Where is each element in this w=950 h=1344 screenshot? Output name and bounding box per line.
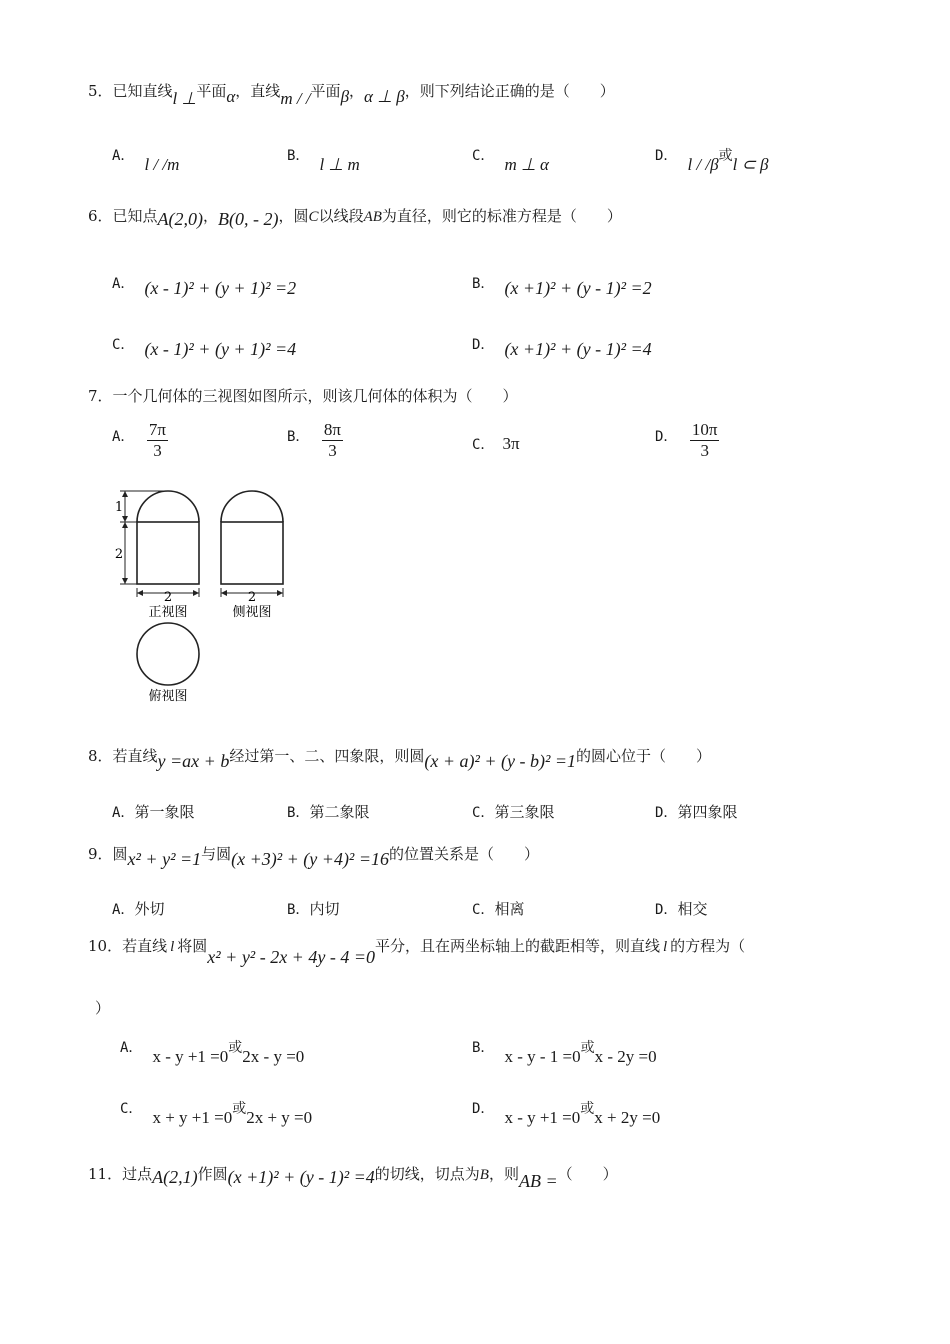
q5-text: ，直线 <box>235 82 281 100</box>
q10-option-c[interactable] <box>120 1098 313 1127</box>
option-label: C． <box>472 148 495 164</box>
q7-option-b[interactable] <box>287 420 343 462</box>
q5-option-c[interactable] <box>472 145 549 174</box>
q10-text: 10．若直线 <box>88 937 168 955</box>
fraction-numerator: 7π <box>147 420 168 441</box>
front-view-semicircle <box>137 491 199 522</box>
q9-option-d[interactable] <box>655 898 707 919</box>
option-math: x - 2y =0 <box>594 1047 657 1066</box>
option-label: D． <box>655 805 678 821</box>
option-math: 3π <box>502 434 520 453</box>
fraction-numerator: 10π <box>690 420 720 441</box>
q6-math-ab: AB <box>363 209 382 225</box>
option-label: B． <box>287 805 310 821</box>
q5-math-alpha-perp-beta: α ⊥ β <box>364 87 405 106</box>
fraction-numerator: 8π <box>322 420 343 441</box>
option-label: C． <box>472 437 495 453</box>
dim-label-top: 1 <box>114 500 124 515</box>
option-text: 第三象限 <box>494 803 555 821</box>
option-label: B． <box>287 148 310 164</box>
q6-text: ，圆 <box>278 207 309 225</box>
side-view-label: 侧视图 <box>232 605 272 620</box>
option-math: 2x - y =0 <box>242 1047 305 1066</box>
q9-option-c[interactable] <box>472 898 524 919</box>
q5-math-beta: β <box>340 87 350 106</box>
side-view-rectangle <box>221 522 283 584</box>
option-label: D． <box>655 428 678 445</box>
q5-math-parallel: m / / <box>280 89 311 108</box>
q5-text: 5．已知直线 <box>88 82 173 100</box>
q8-math-line: y =ax + b <box>157 751 230 771</box>
q5-text: ， <box>349 82 365 100</box>
option-math: l / /m <box>144 155 180 174</box>
option-label: D． <box>472 1101 495 1117</box>
option-text: 第四象限 <box>677 803 738 821</box>
option-label: A． <box>112 148 135 164</box>
q8-option-a[interactable] <box>112 801 194 822</box>
q10-math-l: l <box>170 939 175 955</box>
q6-text: 6．已知点 <box>88 207 158 225</box>
q11-text: ，则 <box>488 1165 519 1183</box>
option-fraction <box>147 420 168 462</box>
q9-math-circle-1: x² + y² =1 <box>127 849 202 869</box>
dim-label-front-width: 2 <box>163 590 173 605</box>
option-math: x - y +1 =0 <box>504 1108 581 1127</box>
q8-text: 8．若直线 <box>88 747 158 765</box>
option-label: A． <box>112 805 135 821</box>
option-label: C． <box>472 902 495 918</box>
q8-text: 经过第一、二、四象限，则圆 <box>229 747 425 765</box>
q8-option-d[interactable] <box>655 801 737 822</box>
top-view-label: 俯视图 <box>148 689 188 704</box>
option-label: B． <box>472 1040 495 1056</box>
q5-math-alpha: α <box>226 87 236 106</box>
q9-text: 与圆 <box>201 845 232 863</box>
fraction-denominator: 3 <box>328 441 337 461</box>
q11-text: 11．过点 <box>88 1165 153 1183</box>
option-math: l / /β <box>687 155 719 174</box>
q6-text: ， <box>203 207 219 225</box>
option-text: 内切 <box>309 900 340 918</box>
option-text: 或 <box>228 1040 243 1056</box>
top-view-circle <box>137 623 199 685</box>
option-label: B． <box>472 276 495 292</box>
option-math: x + 2y =0 <box>594 1108 661 1127</box>
question-9-stem <box>88 843 539 869</box>
q10-math-circle: x² + y² - 2x + 4y - 4 =0 <box>207 947 375 967</box>
fraction-denominator: 3 <box>700 441 709 461</box>
q8-option-c[interactable] <box>472 801 554 822</box>
option-fraction <box>690 420 720 462</box>
question-7-stem: 7．一个几何体的三视图如图所示，则该几何体的体积为（ ） <box>88 387 518 405</box>
q6-option-d[interactable] <box>472 333 652 359</box>
q11-text: 的切线，切点为 <box>374 1165 480 1183</box>
q7-option-a[interactable] <box>112 420 168 462</box>
front-view-label: 正视图 <box>148 605 188 620</box>
q9-option-b[interactable] <box>287 898 339 919</box>
option-label: D． <box>472 337 495 353</box>
q10-text: 的方程为（ <box>670 937 746 955</box>
q6-text: 为直径，则它的标准方程是（ ） <box>381 207 622 225</box>
q6-option-c[interactable] <box>112 333 297 359</box>
option-label: B． <box>287 428 310 445</box>
q6-math-c: C <box>308 209 319 225</box>
question-6-stem <box>88 205 622 229</box>
option-text: 相离 <box>494 900 525 918</box>
side-view-semicircle <box>221 491 283 522</box>
front-view-rectangle <box>137 522 199 584</box>
q11-math-circle: (x +1)² + (y - 1)² =4 <box>227 1167 375 1187</box>
q11-math-point: A(2,1) <box>152 1167 198 1187</box>
q7-option-d[interactable] <box>655 420 719 462</box>
option-fraction <box>322 420 343 462</box>
q10-option-a[interactable] <box>120 1037 305 1066</box>
option-text: 第二象限 <box>309 803 370 821</box>
option-text: 或 <box>580 1040 595 1056</box>
option-math: (x - 1)² + (y + 1)² =4 <box>144 339 297 359</box>
option-math: l ⊥ m <box>319 155 360 174</box>
option-math: x + y +1 =0 <box>152 1108 233 1127</box>
option-label: A． <box>112 276 135 292</box>
option-text: 外切 <box>134 900 165 918</box>
option-math: l ⊂ β <box>732 155 769 174</box>
q10-math-l: l <box>662 939 668 955</box>
q8-math-circle: (x + a)² + (y - b)² =1 <box>424 751 577 771</box>
q9-math-circle-2: (x +3)² + (y +4)² =16 <box>231 849 389 869</box>
option-math: x - y +1 =0 <box>152 1047 229 1066</box>
option-label: A． <box>120 1040 143 1056</box>
q6-math-point-a: A(2,0) <box>157 209 204 229</box>
fraction-denominator: 3 <box>153 441 162 461</box>
q9-text: 9．圆 <box>88 845 128 863</box>
option-label: C． <box>112 337 135 353</box>
option-label: D． <box>655 148 678 164</box>
q6-math-point-b: B(0, - 2) <box>218 209 279 229</box>
q11-math-ab: AB = <box>518 1171 558 1191</box>
q11-text: （ ） <box>557 1165 618 1183</box>
option-text: 或 <box>580 1101 595 1117</box>
q5-text: 平面 <box>196 82 227 100</box>
dim-label-height: 2 <box>114 547 124 562</box>
q10-text: 平分，且在两坐标轴上的截距相等，则直线 <box>374 937 660 955</box>
option-label: D． <box>655 902 678 918</box>
option-text: 或 <box>232 1101 247 1117</box>
q11-math-b: B <box>479 1167 489 1183</box>
option-math: (x - 1)² + (y + 1)² =2 <box>144 278 297 298</box>
option-math: x - y - 1 =0 <box>504 1047 581 1066</box>
q5-math-perp: l ⊥ <box>172 89 197 108</box>
question-10-stem-tail: ） <box>95 999 111 1017</box>
q6-option-b[interactable] <box>472 272 652 298</box>
q5-option-a[interactable] <box>112 145 180 174</box>
option-math: (x +1)² + (y - 1)² =2 <box>504 278 652 298</box>
option-text: 或 <box>718 148 733 164</box>
q6-text: 以线段 <box>318 207 364 225</box>
question-8-stem <box>88 745 712 771</box>
option-text: 相交 <box>677 900 708 918</box>
three-view-figure <box>110 485 300 710</box>
option-math: (x +1)² + (y - 1)² =4 <box>504 339 652 359</box>
q11-text: 作圆 <box>197 1165 228 1183</box>
option-math: 2x + y =0 <box>246 1108 313 1127</box>
q6-option-a[interactable] <box>112 272 297 298</box>
q10-text: 将圆 <box>177 937 208 955</box>
option-text: 第一象限 <box>134 803 195 821</box>
q9-option-a[interactable] <box>112 898 164 919</box>
option-label: B． <box>287 902 310 918</box>
option-math: m ⊥ α <box>504 155 549 174</box>
question-5-stem <box>88 80 615 108</box>
option-label: A． <box>112 428 135 445</box>
q7-option-c[interactable] <box>472 434 520 454</box>
q5-option-b[interactable] <box>287 145 360 174</box>
q8-text: 的圆心位于（ ） <box>576 747 712 765</box>
q10-option-b[interactable] <box>472 1037 657 1066</box>
option-label: C． <box>472 805 495 821</box>
q5-option-d[interactable] <box>655 145 769 174</box>
question-10-stem <box>88 935 746 967</box>
q5-text: ，则下列结论正确的是（ ） <box>404 82 615 100</box>
q8-option-b[interactable] <box>287 801 369 822</box>
q9-text: 的位置关系是（ ） <box>388 845 539 863</box>
q10-option-d[interactable] <box>472 1098 661 1127</box>
option-label: C． <box>120 1101 143 1117</box>
option-label: A． <box>112 902 135 918</box>
question-11-stem <box>88 1163 618 1191</box>
q5-text: 平面 <box>310 82 341 100</box>
dim-label-side-width: 2 <box>247 590 257 605</box>
